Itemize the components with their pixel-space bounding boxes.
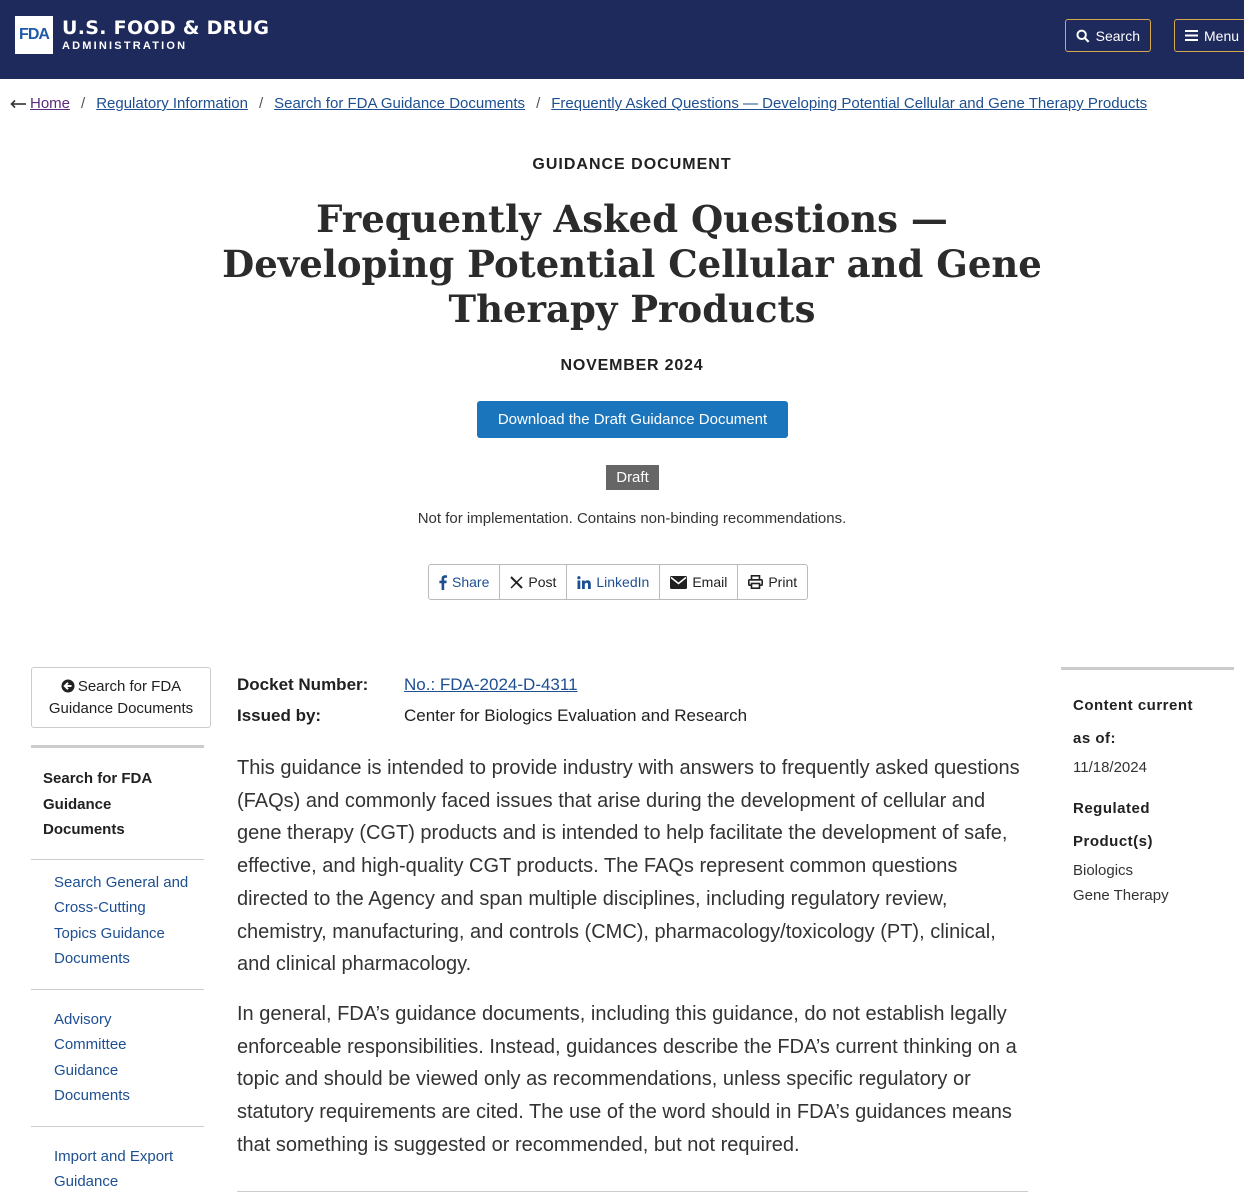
back-to-guidance-search-button[interactable]: [31, 667, 211, 728]
share-toolbar: [428, 564, 808, 600]
printer-icon: [748, 575, 763, 589]
menu-button-label: Menu: [1204, 27, 1240, 44]
regulated-products-label: Regulated Product(s): [1073, 800, 1153, 850]
document-type-label: GUIDANCE DOCUMENT: [532, 156, 732, 173]
x-icon: [510, 576, 523, 589]
share-label: Share: [452, 574, 490, 590]
facebook-icon: [439, 575, 447, 590]
implementation-note: Not for implementation. Contains non-binding recommendations.: [417, 510, 847, 527]
circle-arrow-left-icon: [61, 679, 75, 693]
nav-link-import-export[interactable]: Import and Export Guidance: [54, 1147, 174, 1190]
email-label: Email: [692, 574, 728, 590]
breadcrumb-separator: /: [81, 95, 86, 112]
share-x-button[interactable]: [500, 565, 567, 599]
share-email-button[interactable]: [660, 565, 738, 599]
logo-title: U.S. FOOD & DRUG: [62, 17, 270, 39]
body-paragraph: This guidance is intended to provide industry with answers to frequently asked questions (FAQs) and commonly faced issues that arise during the development of cellular and gene therapy (CGT) products and is intended to help facilitate the development of safe, effective, and high-quality CGT products. The FAQs represent common questions directed to the Agency and span multiple disciplines, including regulatory review, chemistry, manufacturing, and controls (CMC), pharmacology/toxicology (PT), clinical, and clinical pharmacology.: [237, 757, 1020, 976]
issued-by-value: Center for Biologics Evaluation and Research: [404, 705, 748, 725]
hamburger-icon: [1185, 30, 1198, 41]
linkedin-label: LinkedIn: [596, 574, 650, 590]
right-sidebar: [1061, 667, 1234, 908]
breadcrumb-separator: /: [536, 95, 541, 112]
search-button[interactable]: [1065, 19, 1151, 52]
nav-link-advisory-committee[interactable]: Advisory Committee Guidance Documents: [54, 1010, 130, 1104]
site-header: [0, 0, 1244, 79]
download-guidance-button[interactable]: Download the Draft Guidance Document: [477, 401, 788, 438]
breadcrumb-regulatory-information[interactable]: Regulatory Information: [96, 95, 248, 112]
search-icon: [1076, 29, 1090, 43]
page-title: Frequently Asked Questions — Developing Potential Cellular and Gene Therapy Products: [222, 197, 1042, 331]
print-button[interactable]: [738, 565, 807, 599]
document-metadata: [237, 669, 747, 731]
logo-subtitle: ADMINISTRATION: [62, 40, 188, 52]
fda-logo-mark: FDA: [15, 16, 53, 54]
document-date: NOVEMBER 2024: [560, 357, 704, 374]
back-button-label: Search for FDA Guidance Documents: [48, 678, 194, 717]
content-current-label: Content current as of:: [1073, 697, 1193, 747]
body-paragraph: In general, FDA’s guidance documents, including this guidance, do not establish legally enforceable responsibilities. Instead, guidances describe the FDA’s current thinking on a topic and should be viewed only as recommendations, unless specific regulatory or statutory requirements are cited. The use of the word should in FDA’s guidances means that something is suggested or recommended, but not required.: [237, 1003, 1017, 1156]
print-label: Print: [768, 574, 798, 590]
menu-button[interactable]: [1174, 19, 1244, 52]
issued-by-label: Issued by:: [237, 705, 322, 725]
docket-number-link[interactable]: No.: FDA-2024-D-4311: [404, 674, 578, 694]
share-linkedin-button[interactable]: [567, 565, 660, 599]
search-button-label: Search: [1095, 27, 1140, 44]
regulated-product-item: Gene Therapy: [1073, 887, 1169, 904]
share-facebook-button[interactable]: [429, 565, 500, 599]
post-label: Post: [528, 574, 557, 590]
left-sidebar-nav: [31, 667, 211, 1195]
status-badge: Draft: [606, 465, 659, 490]
docket-number-label: Docket Number:: [237, 674, 369, 694]
breadcrumb-guidance-search[interactable]: Search for FDA Guidance Documents: [274, 95, 526, 112]
breadcrumb-separator: /: [258, 95, 264, 112]
content-current-date: 11/18/2024: [1073, 759, 1147, 776]
breadcrumb-home[interactable]: Home: [30, 95, 71, 112]
nav-current-item: Search for FDA Guidance Documents: [43, 770, 152, 838]
breadcrumb: [10, 95, 1147, 112]
fda-logo[interactable]: [15, 16, 269, 54]
regulated-product-item: Biologics: [1073, 862, 1134, 879]
nav-link-general-topics[interactable]: Search General and Cross-Cutting Topics Guidance Documents: [54, 873, 189, 967]
content-divider: [237, 1191, 1028, 1192]
linkedin-icon: [577, 576, 591, 589]
breadcrumb-current-page[interactable]: Frequently Asked Questions — Developing Potential Cellular and Gene Therapy Products: [551, 95, 1148, 112]
arrow-left-icon: [10, 99, 26, 109]
envelope-icon: [670, 576, 687, 589]
